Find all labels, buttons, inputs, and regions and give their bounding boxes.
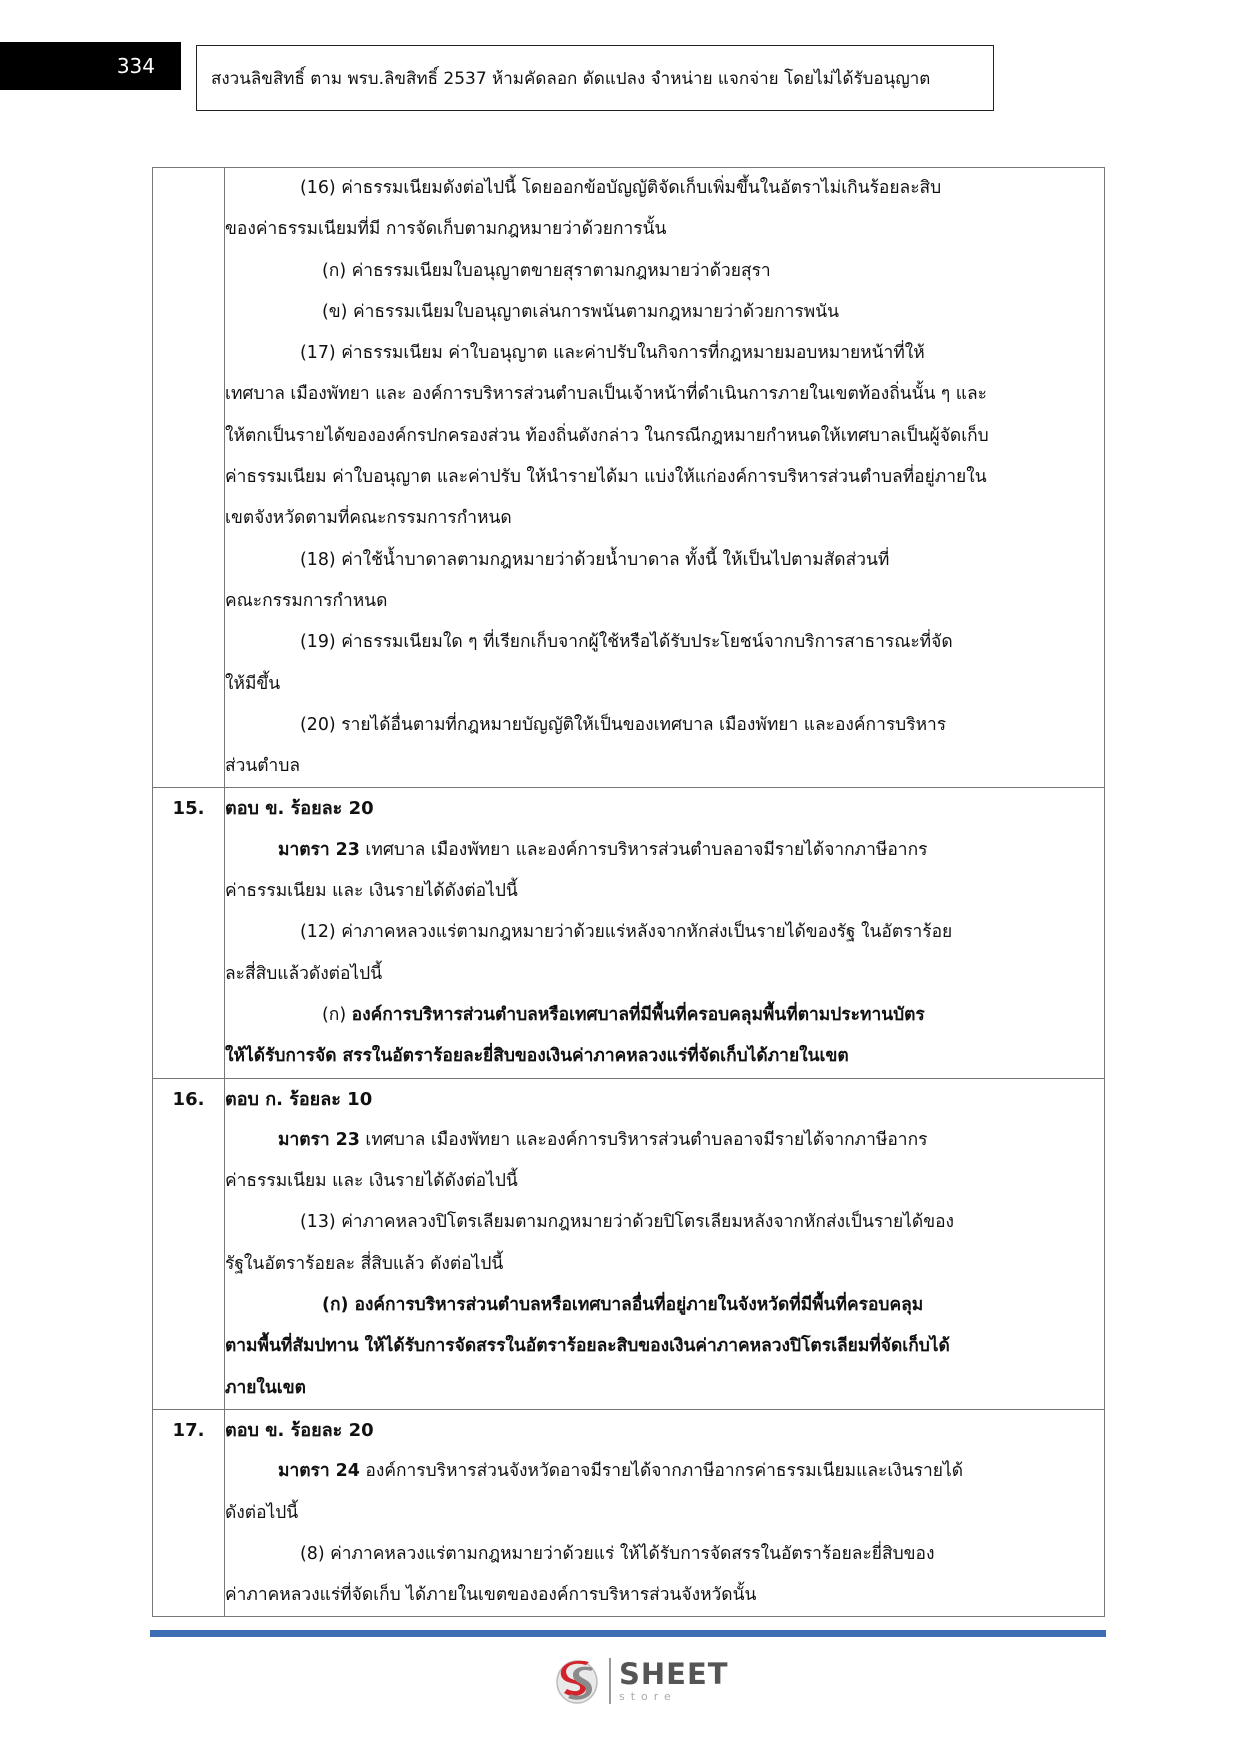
line-text: (20) รายได้อื่นตามที่กฎหมายบัญญัติให้เป็นของเทศบาล เมืองพัทยา และองค์การบริหาร [300, 714, 947, 735]
answer-line: ตอบ ข. ร้อยละ 20 [225, 1419, 374, 1441]
text-line [225, 292, 1104, 333]
text-line [225, 374, 1104, 415]
text-line [225, 912, 1104, 953]
page-number-tab [0, 42, 181, 90]
line-text: ให้ตกเป็นรายได้ขององค์กรปกครองส่วน ท้องถิ่นดังกล่าว ในกรณีกฎหมายกำหนดให้เทศบาลเป็นผู้จัดเก็บ [225, 425, 989, 446]
item-marker: (ก) [322, 1004, 352, 1025]
line-text: ของค่าธรรมเนียมที่มี การจัดเก็บตามกฎหมายว่าด้วยการนั้น [225, 219, 667, 240]
line-text: ละสี่สิบแล้วดังต่อไปนี้ [225, 963, 383, 984]
text-line [225, 1493, 1104, 1534]
section-reference: มาตรา 24 [278, 1461, 360, 1482]
table-row [153, 168, 1105, 788]
line-text: (13) ค่าภาคหลวงปิโตรเลียมตามกฎหมายว่าด้วยปิโตรเลียมหลังจากหักส่งเป็นรายได้ของ [300, 1212, 955, 1233]
line-text: ดังต่อไปนี้ [225, 1502, 299, 1523]
line-text: ค่าภาคหลวงแร่ที่จัดเก็บ ได้ภายในเขตขององค์การบริหารส่วนจังหวัดนั้น [225, 1585, 757, 1606]
text-line [225, 871, 1104, 912]
text-line [225, 705, 1104, 746]
text-line [225, 1368, 1104, 1409]
section-reference: มาตรา 23 [278, 839, 360, 860]
answer-line: ตอบ ข. ร้อยละ 20 [225, 798, 374, 820]
text-line [225, 995, 1104, 1036]
copyright-header [196, 45, 994, 111]
text-line [225, 1575, 1104, 1616]
page-number: 334 [116, 54, 155, 78]
answer-explanation [225, 788, 1105, 1078]
text-line [225, 1451, 1104, 1492]
answer-explanation [225, 1078, 1105, 1409]
line-text: (ก) องค์การบริหารส่วนตำบลหรือเทศบาลอื่นที่อยู่ภายในจังหวัดที่มีพื้นที่ครอบคลุม [322, 1295, 924, 1316]
text-line [225, 540, 1104, 581]
copyright-notice: สงวนลิขสิทธิ์ ตาม พรบ.ลิขสิทธิ์ 2537 ห้ามคัดลอก ดัดแปลง จำหน่าย แจกจ่าย โดยไม่ได้รับอนุญาต [211, 68, 931, 89]
line-text: (12) ค่าภาคหลวงแร่ตามกฎหมายว่าด้วยแร่หลังจากหักส่งเป็นรายได้ของรัฐ ในอัตราร้อย [300, 922, 953, 943]
text-line [225, 664, 1104, 705]
line-text: องค์การบริหารส่วนตำบลหรือเทศบาลที่มีพื้นที่ครอบคลุมพื้นที่ตามประทานบัตร [351, 1004, 925, 1025]
line-text: เทศบาล เมืองพัทยา และองค์การบริหารส่วนตำบลอาจมีรายได้จากภาษีอากร [359, 1129, 928, 1150]
text-line [225, 416, 1104, 457]
line-text: ให้ได้รับการจัด สรรในอัตราร้อยละยี่สิบของเงินค่าภาคหลวงแร่ที่จัดเก็บได้ภายในเขต [225, 1046, 849, 1067]
text-line [225, 168, 1104, 209]
text-line [225, 622, 1104, 663]
logo-separator [609, 1658, 611, 1704]
text-line [225, 1161, 1104, 1202]
table-row [153, 788, 1105, 1078]
line-text: ให้มีขึ้น [225, 673, 281, 694]
line-text: (ก) ค่าธรรมเนียมใบอนุญาตขายสุราตามกฎหมายว่าด้วยสุรา [322, 260, 771, 281]
answer-explanation [225, 168, 1105, 788]
line-text: ค่าธรรมเนียม ค่าใบอนุญาต และค่าปรับ ให้นำรายได้มา แบ่งให้แก่องค์การบริหารส่วนตำบลที่อยู่ภายใน [225, 467, 987, 488]
line-text: (18) ค่าใช้น้ำบาดาลตามกฎหมายว่าด้วยน้ำบาดาล ทั้งนี้ ให้เป็นไปตามสัดส่วนที่ [300, 549, 890, 570]
line-text: (ข) ค่าธรรมเนียมใบอนุญาตเล่นการพนันตามกฎหมายว่าด้วยการพนัน [322, 301, 839, 322]
line-text: (8) ค่าภาคหลวงแร่ตามกฎหมายว่าด้วยแร่ ให้ได้รับการจัดสรรในอัตราร้อยละยี่สิบของ [300, 1543, 935, 1564]
line-text: ตามพื้นที่สัมปทาน ให้ได้รับการจัดสรรในอัตราร้อยละสิบของเงินค่าภาคหลวงปิโตรเลียมที่จัดเก็บได้ [225, 1336, 950, 1357]
sheet-store-logo-icon [555, 1655, 603, 1707]
line-text: คณะกรรมการกำหนด [225, 590, 388, 611]
line-text: ส่วนตำบล [225, 756, 301, 777]
logo-word: SHEET [619, 1657, 729, 1691]
text-line [225, 954, 1104, 995]
line-text: องค์การบริหารส่วนจังหวัดอาจมีรายได้จากภาษีอากรค่าธรรมเนียมและเงินรายได้ [359, 1461, 964, 1482]
line-text: เขตจังหวัดตามที่คณะกรรมการกำหนด [225, 508, 512, 529]
text-line [225, 1285, 1104, 1326]
line-text: ค่าธรรมเนียม และ เงินรายได้ดังต่อไปนี้ [225, 881, 518, 902]
text-line [225, 746, 1104, 787]
text-line [225, 581, 1104, 622]
text-line [225, 1036, 1104, 1077]
question-number: 17. [153, 1409, 225, 1616]
line-text: (19) ค่าธรรมเนียมใด ๆ ที่เรียกเก็บจากผู้ใช้หรือได้รับประโยชน์จากบริการสาธารณะที่จัด [300, 632, 953, 653]
answer-line: ตอบ ก. ร้อยละ 10 [225, 1088, 373, 1110]
text-line [225, 1534, 1104, 1575]
answer-table [152, 167, 1105, 1617]
line-text: รัฐในอัตราร้อยละ สี่สิบแล้ว ดังต่อไปนี้ [225, 1253, 504, 1274]
logo-subtitle: store [619, 1690, 677, 1703]
text-line [225, 1326, 1104, 1367]
line-text: ภายในเขต [225, 1377, 306, 1398]
text-line [225, 457, 1104, 498]
text-line [225, 1120, 1104, 1161]
section-reference: มาตรา 23 [278, 1129, 360, 1150]
text-line [225, 251, 1104, 292]
text-line [225, 1244, 1104, 1285]
question-number: 15. [153, 788, 225, 1078]
line-text: เทศบาล เมืองพัทยา และ องค์การบริหารส่วนตำบลเป็นเจ้าหน้าที่ดำเนินการภายในเขตท้องถิ่นนั้น ๆ และ [225, 384, 987, 405]
line-text: (17) ค่าธรรมเนียม ค่าใบอนุญาต และค่าปรับในกิจการที่กฎหมายมอบหมายหน้าที่ให้ [300, 343, 925, 364]
line-text: เทศบาล เมืองพัทยา และองค์การบริหารส่วนตำบลอาจมีรายได้จากภาษีอากร [359, 839, 928, 860]
text-line [225, 209, 1104, 250]
line-text: (16) ค่าธรรมเนียมดังต่อไปนี้ โดยออกข้อบัญญัติจัดเก็บเพิ่มขึ้นในอัตราไม่เกินร้อยละสิบ [300, 178, 942, 198]
answer-explanation [225, 1409, 1105, 1616]
text-line [225, 333, 1104, 374]
footer-rule [150, 1630, 1106, 1637]
table-row [153, 1409, 1105, 1616]
line-text: ค่าธรรมเนียม และ เงินรายได้ดังต่อไปนี้ [225, 1171, 518, 1192]
question-number: 16. [153, 1078, 225, 1409]
table-row [153, 1078, 1105, 1409]
text-line [225, 498, 1104, 539]
text-line [225, 830, 1104, 871]
text-line [225, 1202, 1104, 1243]
question-number [153, 168, 225, 788]
sheet-store-logo [555, 1653, 729, 1709]
